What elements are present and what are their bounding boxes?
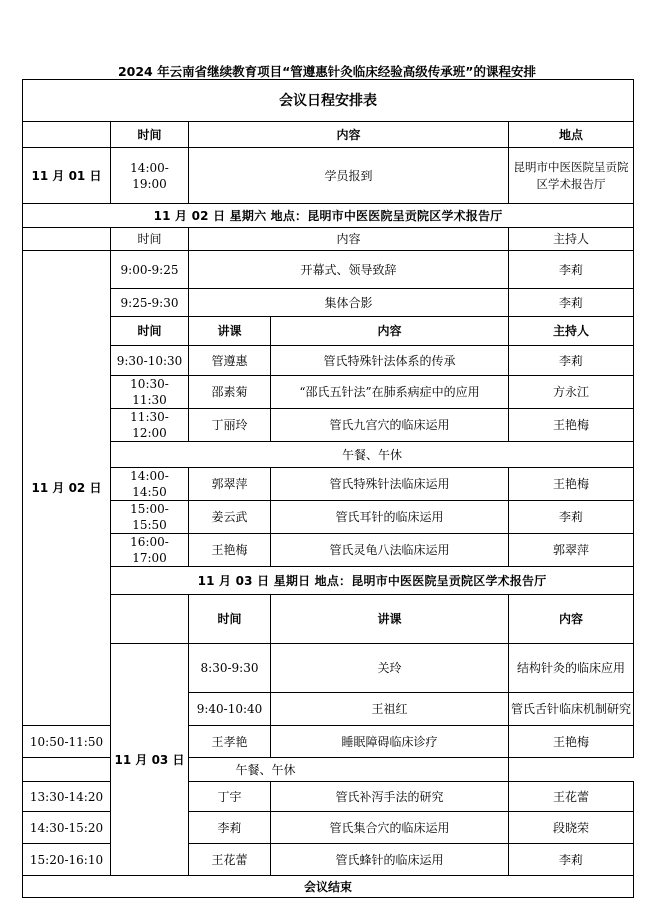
speaker-cell: 管遵惠 (189, 346, 271, 376)
empty-header-cell (23, 228, 111, 251)
table-row (23, 644, 634, 693)
time-cell: 14:00-14:50 (111, 468, 189, 501)
header-time: 时间 (189, 595, 271, 644)
header-speaker: 讲课 (271, 595, 509, 644)
content-cell: 管氏灵龟八法临床运用 (271, 534, 509, 567)
schedule-title-row (23, 80, 634, 122)
closing-row (23, 876, 634, 898)
table-row (23, 376, 634, 409)
header-time: 时间 (111, 122, 189, 148)
time-cell: 9:40-10:40 (189, 693, 271, 726)
content-cell: 管氏蜂针的临床运用 (271, 844, 509, 876)
table-row (23, 289, 634, 317)
content-cell: 管氏特殊针法临床运用 (271, 468, 509, 501)
time-cell: 10:50-11:50 (23, 726, 111, 758)
header-time: 时间 (111, 317, 189, 346)
header-content: 内容 (271, 317, 509, 346)
closing-text: 会议结束 (23, 876, 634, 898)
day2-lecture-header-row (23, 595, 634, 644)
host-cell: 李莉 (509, 251, 634, 289)
host-cell: 郭翠萍 (509, 534, 634, 567)
schedule-title: 会议日程安排表 (23, 80, 634, 122)
speaker-cell: 姜云武 (189, 501, 271, 534)
content-cell: 睡眠障碍临床诊疗 (271, 726, 509, 758)
content-cell: 管氏集合穴的临床运用 (271, 812, 509, 844)
content-cell: 管氏九宫穴的临床运用 (271, 409, 509, 442)
header-time: 时间 (111, 228, 189, 251)
content-cell: 管氏补泻手法的研究 (271, 782, 509, 812)
day1-lecture-header-row (23, 317, 634, 346)
registration-date: 11 月 01 日 (23, 148, 111, 204)
empty-header-cell (23, 122, 111, 148)
time-cell: 14:30-15:20 (23, 812, 111, 844)
time-cell: 10:30-11:30 (111, 376, 189, 409)
host-cell: 李莉 (509, 844, 634, 876)
time-cell: 8:30-9:30 (189, 644, 271, 693)
speaker-cell: 李莉 (189, 812, 271, 844)
day2-banner-row (23, 567, 634, 595)
content-cell: 管氏特殊针法体系的传承 (271, 346, 509, 376)
speaker-cell: 王艳梅 (189, 534, 271, 567)
speaker-cell: 丁丽玲 (189, 409, 271, 442)
speaker-cell: 丁宇 (189, 782, 271, 812)
content-cell: 管氏舌针临床机制研究 (509, 693, 634, 726)
host-cell: 王艳梅 (509, 726, 634, 758)
day1-date: 11 月 02 日 (23, 251, 111, 726)
time-cell: 9:00-9:25 (111, 251, 189, 289)
content-cell: 开幕式、领导致辞 (189, 251, 509, 289)
table-row (23, 501, 634, 534)
time-cell: 16:00-17:00 (111, 534, 189, 567)
time-cell: 13:30-14:20 (23, 782, 111, 812)
day2-date: 11 月 03 日 (111, 644, 189, 876)
header-speaker: 讲课 (189, 317, 271, 346)
header-content: 内容 (189, 122, 509, 148)
time-cell: 15:20-16:10 (23, 844, 111, 876)
content-cell: “邵氏五针法”在肺系病症中的应用 (271, 376, 509, 409)
header-content: 内容 (189, 228, 509, 251)
header-host: 主持人 (509, 228, 634, 251)
speaker-cell: 王孝艳 (189, 726, 271, 758)
host-cell: 李莉 (509, 501, 634, 534)
registration-time: 14:00-19:00 (111, 148, 189, 204)
lunch-break: 午餐、午休 (23, 758, 509, 782)
table-row (23, 468, 634, 501)
registration-venue: 昆明市中医医院呈贡院区学术报告厅 (509, 148, 634, 204)
day1-banner-row (23, 204, 634, 228)
lunch-break: 午餐、午休 (111, 442, 634, 468)
speaker-cell: 关玲 (271, 644, 509, 693)
speaker-cell: 王祖红 (271, 693, 509, 726)
day2-banner: 11 月 03 日 星期日 地点：昆明市中医医院呈贡院区学术报告厅 (111, 567, 634, 595)
host-cell: 王花蕾 (509, 782, 634, 812)
host-cell: 方永江 (509, 376, 634, 409)
time-cell: 11:30-12:00 (111, 409, 189, 442)
table-row (23, 251, 634, 289)
header-host: 主持人 (509, 317, 634, 346)
content-cell: 结构针灸的临床应用 (509, 644, 634, 693)
registration-header-row (23, 122, 634, 148)
time-cell: 9:30-10:30 (111, 346, 189, 376)
speaker-cell: 郭翠萍 (189, 468, 271, 501)
table-row (23, 409, 634, 442)
time-cell: 15:00-15:50 (111, 501, 189, 534)
speaker-cell: 王花蕾 (189, 844, 271, 876)
host-cell: 李莉 (509, 346, 634, 376)
host-cell: 段晓荣 (509, 812, 634, 844)
empty-header-cell (111, 595, 189, 644)
schedule-table (22, 79, 634, 898)
speaker-cell: 邵素菊 (189, 376, 271, 409)
day1-banner: 11 月 02 日 星期六 地点：昆明市中医医院呈贡院区学术报告厅 (23, 204, 634, 228)
table-row (23, 346, 634, 376)
header-venue: 地点 (509, 122, 634, 148)
registration-content: 学员报到 (189, 148, 509, 204)
content-cell: 集体合影 (189, 289, 509, 317)
host-cell: 王艳梅 (509, 468, 634, 501)
table-row (23, 534, 634, 567)
lunch-row (23, 442, 634, 468)
registration-row (23, 148, 634, 204)
document-title: 2024 年云南省继续教育项目“管遵惠针灸临床经验高级传承班”的课程安排 (117, 64, 537, 79)
content-cell: 管氏耳针的临床运用 (271, 501, 509, 534)
day1-opening-header-row (23, 228, 634, 251)
host-cell: 王艳梅 (509, 409, 634, 442)
header-content: 内容 (509, 595, 634, 644)
time-cell: 9:25-9:30 (111, 289, 189, 317)
host-cell: 李莉 (509, 289, 634, 317)
